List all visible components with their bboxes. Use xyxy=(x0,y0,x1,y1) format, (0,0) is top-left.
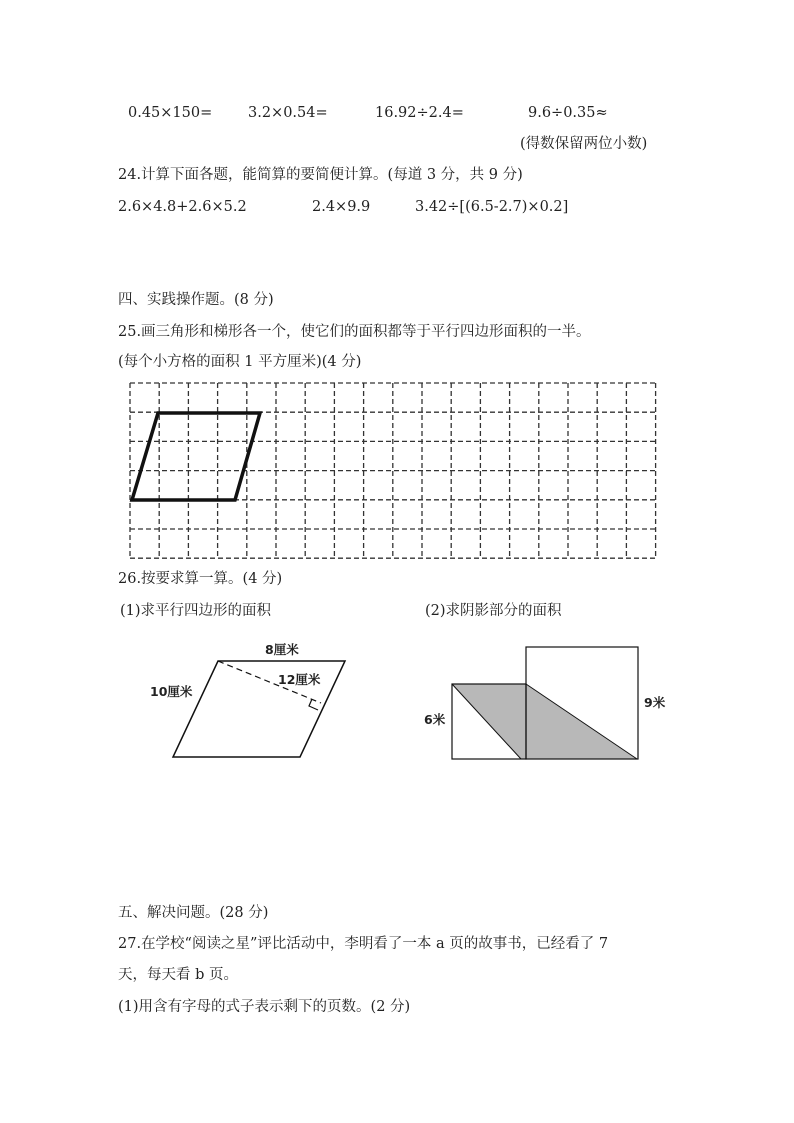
q26-title: 26.按要求算一算。(4 分) xyxy=(118,571,283,587)
q26-fig2-right-label: 9米 xyxy=(644,695,666,710)
q24-expr-2: 2.4×9.9 xyxy=(312,199,371,215)
section5-title: 五、解决问题。(28 分) xyxy=(118,905,269,921)
q26-sub2: (2)求阴影部分的面积 xyxy=(425,603,562,619)
q26-fig2-shaded-area xyxy=(452,684,637,759)
section4-title: 四、实践操作题。(8 分) xyxy=(118,292,274,308)
q26-fig1-top-label: 8厘米 xyxy=(265,642,299,657)
q26-fig1-height-label: 12厘米 xyxy=(278,672,321,687)
q27-line2: 天，每天看 b 页。 xyxy=(118,967,238,983)
q27-sub1: (1)用含有字母的式子表示剩下的页数。(2 分) xyxy=(118,999,411,1015)
q26-fig1-side-label: 10厘米 xyxy=(150,684,193,699)
q23-expr-1: 0.45×150= xyxy=(128,105,213,121)
q27-line1: 27.在学校“阅读之星”评比活动中，李明看了一本 a 页的故事书，已经看了 7 xyxy=(118,936,609,952)
q23-expr-3: 16.92÷2.4= xyxy=(375,105,464,121)
q24-expr-1: 2.6×4.8+2.6×5.2 xyxy=(118,199,247,215)
q26-fig2-left-label: 6米 xyxy=(424,712,446,727)
q25-title: 25.画三角形和梯形各一个，使它们的面积都等于平行四边形面积的一半。 xyxy=(118,324,591,340)
q26-sub1: (1)求平行四边形的面积 xyxy=(120,603,272,619)
q25-note: (每个小方格的面积 1 平方厘米)(4 分) xyxy=(118,354,362,370)
q23-expr-2: 3.2×0.54= xyxy=(248,105,328,121)
q24-title: 24.计算下面各题，能简算的要简便计算。(每道 3 分，共 9 分) xyxy=(118,167,523,183)
q23-rounding-note: (得数保留两位小数) xyxy=(520,136,648,152)
q24-expr-3: 3.42÷[(6.5-2.7)×0.2] xyxy=(415,199,569,215)
q23-expr-4: 9.6÷0.35≈ xyxy=(528,105,608,121)
